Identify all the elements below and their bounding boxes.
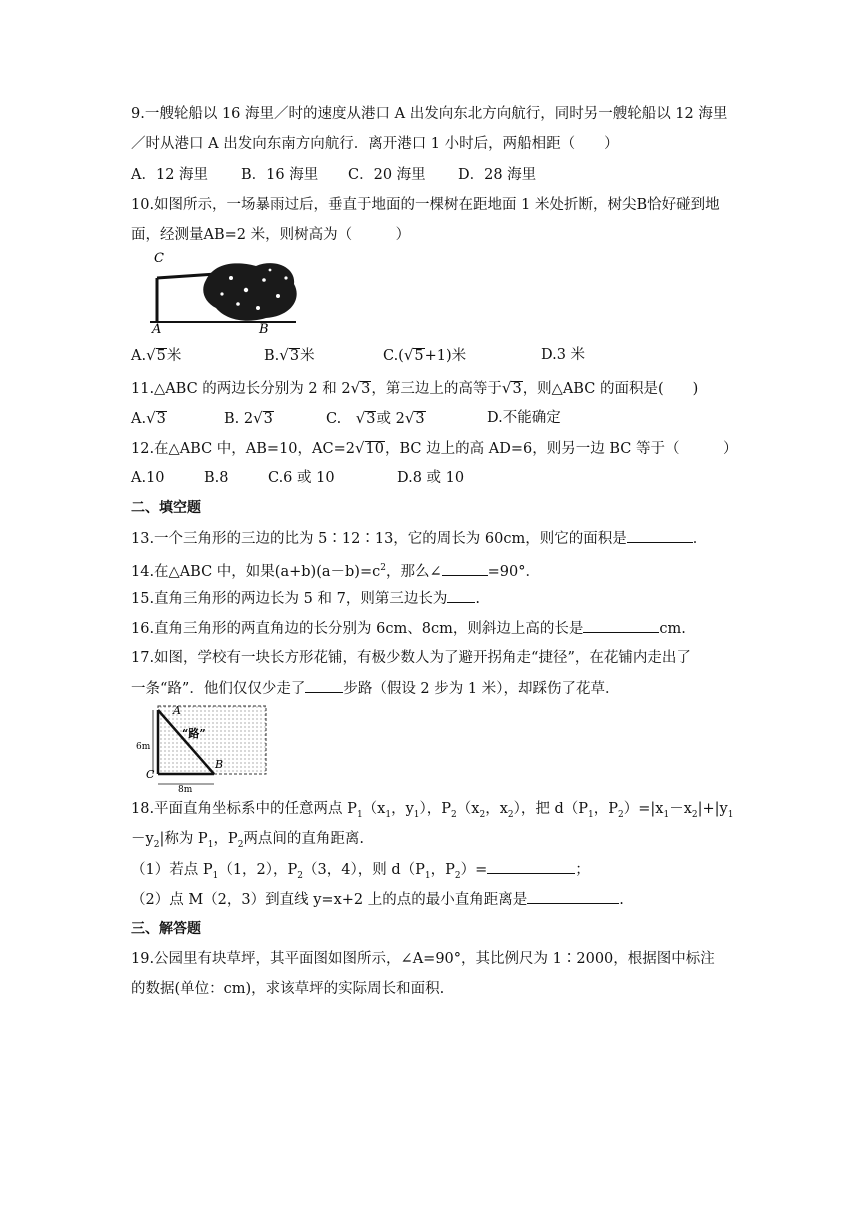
label-c: C — [154, 251, 164, 266]
label-8m: 8m — [178, 785, 193, 794]
q12-option-c: C.6 或 10 — [268, 470, 335, 486]
q10-option-a: A.√5米 — [131, 346, 182, 364]
q12-stem: 12.在△ABC 中，AB=10，AC=2√10，BC 边上的高 AD=6，则另一边 BC 等于（ ） — [131, 439, 738, 457]
q18-part1-blank — [487, 859, 575, 874]
q18-line1: 18.平面直角坐标系中的任意两点 $P_1(x_1$，$y_1$），$P_2(x_2$，$x_2$），把 $d(P_1$，$P_2)=|x_1-x_2|+|y_1$ — [131, 801, 734, 820]
q13-blank — [627, 528, 693, 543]
label-a: A — [152, 322, 162, 334]
broken-tree-figure — [146, 250, 306, 334]
q10-option-d: D.3 米 — [541, 347, 586, 363]
section-answer: 三、解答题 — [131, 921, 201, 937]
q17-line2: 一条“路”．他们仅仅少走了 步路（假设 2 步为 1 米），却踩伤了花草． — [131, 678, 619, 699]
label-b: B — [259, 322, 269, 334]
q17-blank — [305, 678, 343, 693]
q18-part1: （1）若点 $P_1(1$，2），$P_2(3$，4），则 $d(P_1$，$P_2)=$ ； — [131, 859, 590, 886]
q17-line1: 17.如图，学校有一块长方形花铺，有极少数人为了避开拐角走“捷径”，在花铺内走出了 — [131, 650, 691, 666]
q10-option-b: B.√3米 — [264, 346, 315, 364]
q11-option-c: C. √3或 2√3 — [326, 409, 425, 427]
q11-option-a: A.√3 — [131, 409, 166, 427]
q19-line1: 19.公园里有块草坪，其平面图如图所示，∠A=90°，其比例尺为 1∶2000，根据图中标注 — [131, 951, 715, 967]
q11-option-d: D.不能确定 — [487, 410, 561, 426]
q9-line2: ／时从港口 A 出发向东南方向航行．离开港口 1 小时后，两船相距（ ） — [131, 136, 619, 152]
label-6m: 6m — [136, 742, 151, 752]
q18-line2: $-y_2|$称为 $P_1$，$P_2$两点间的直角距离. — [131, 831, 365, 850]
label-b: B — [215, 758, 224, 771]
q9-option-b: B．16 海里 — [241, 167, 319, 183]
q9-line1: 9.一艘轮船以 16 海里／时的速度从港口 A 出发向东北方向航行，同时另一艘轮船以 12 海里 — [131, 106, 728, 122]
q9-option-a: A．12 海里 — [131, 167, 209, 183]
q16-stem: 16.直角三角形的两直角边的长分别为 6cm、8cm，则斜边上高的长是 cm. — [131, 618, 686, 639]
flowerbed-figure — [136, 702, 272, 794]
q18-part2-blank — [527, 889, 619, 904]
q13-stem: 13.一个三角形的三边的比为 5∶12∶13，它的周长为 60cm，则它的面积是 ． — [131, 528, 707, 549]
q10-option-c: C.(√5+1)米 — [383, 346, 467, 364]
q12-option-a: A.10 — [131, 470, 165, 486]
q10-line2: 面，经测量AB=2 米，则树高为（ ） — [131, 227, 411, 243]
q9-option-d: D．28 海里 — [458, 167, 537, 183]
section-fill-in: 二、填空题 — [131, 500, 201, 516]
label-c: C — [146, 768, 155, 781]
label-a: A — [173, 704, 181, 717]
q14-stem: 14.在△ABC 中，如果$(a+b)(a-b)=c^2$，那么∠ =90°． — [131, 558, 540, 582]
label-road: “路” — [182, 727, 206, 740]
q12-option-b: B.8 — [204, 470, 229, 486]
q11-stem: 11.△ABC 的两边长分别为 2 和 2√3，第三边上的高等于√3，则△ABC 的面积是( ) — [131, 379, 699, 397]
q15-blank — [447, 588, 475, 603]
q11-option-b: B. 2√3 — [224, 409, 273, 427]
q16-blank — [583, 618, 659, 633]
q10-line1: 10.如图所示，一场暴雨过后，垂直于地面的一棵树在距地面 1 米处折断，树尖B恰好碰到地 — [131, 197, 720, 213]
q18-part2: （2）点 M（2，3）到直线 y=x+2 上的点的最小直角距离是 . — [131, 889, 624, 910]
q12-option-d: D.8 或 10 — [397, 470, 465, 486]
q9-option-c: C．20 海里 — [348, 167, 426, 183]
q19-line2: 的数据(单位：cm)，求该草坪的实际周长和面积. — [131, 981, 445, 997]
q14-blank — [442, 561, 488, 576]
q15-stem: 15.直角三角形的两边长为 5 和 7，则第三边长为 . — [131, 588, 480, 609]
